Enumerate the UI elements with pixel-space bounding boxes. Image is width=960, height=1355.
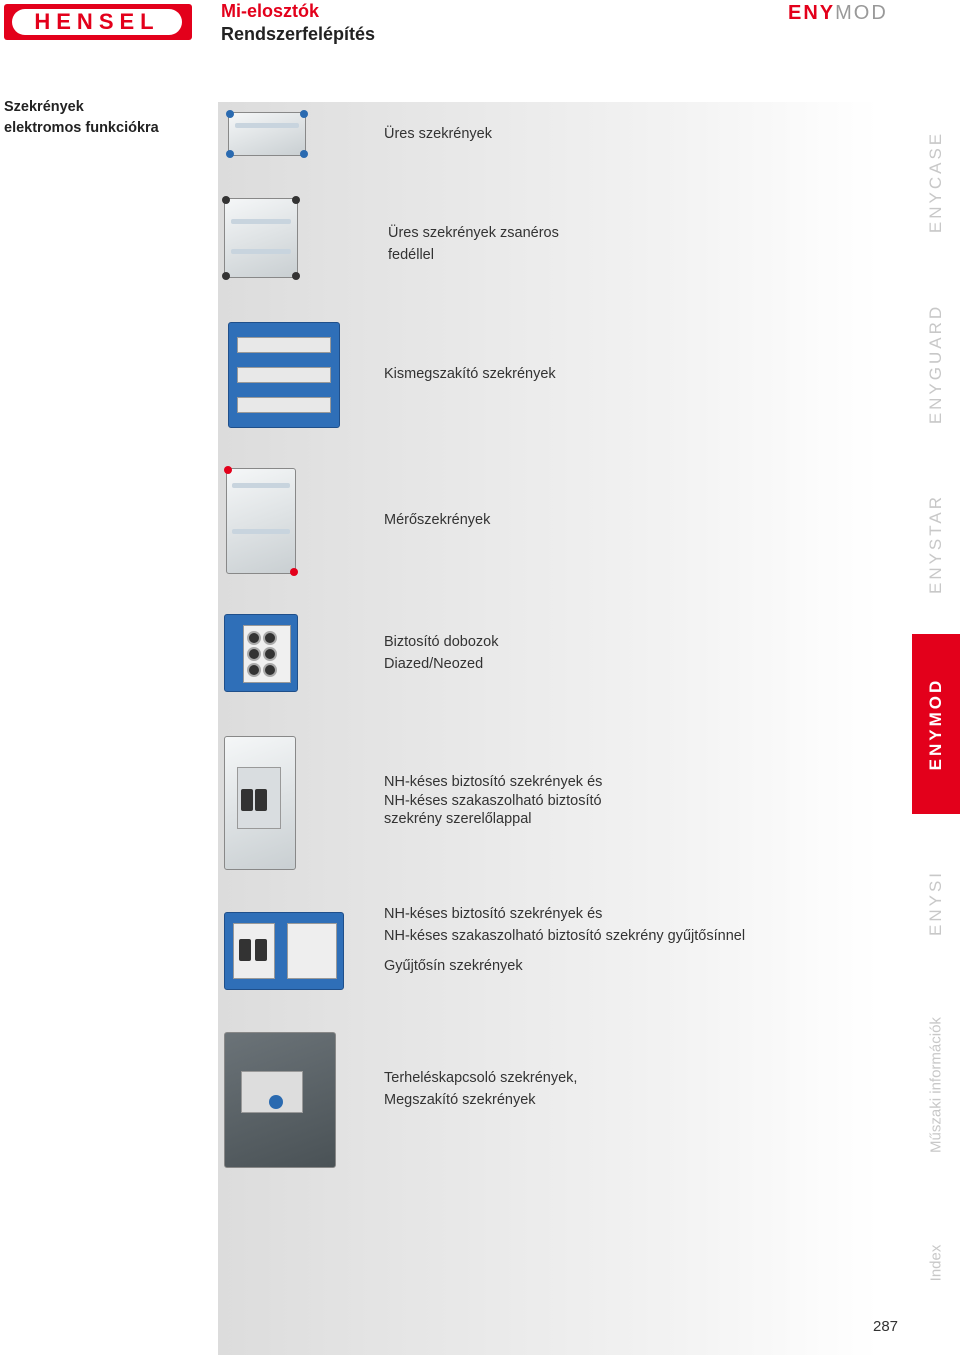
item-label-nh-busbar	[384, 903, 745, 947]
tab-enyguard[interactable]	[912, 303, 960, 425]
tab-enystar[interactable]	[912, 492, 960, 596]
tab-index[interactable]	[912, 1238, 960, 1288]
tab-label: ENYGUARD	[926, 303, 945, 425]
label-line: Biztosító dobozok	[384, 634, 499, 650]
section-title-line: elektromos funkciókra	[4, 120, 159, 136]
tab-label: ENYMOD	[926, 677, 945, 771]
item-label-hinged-enclosures	[388, 222, 559, 266]
label-line: NH-késes szakaszolható biztosító szekrény gyűjtősínnel	[384, 928, 746, 944]
label-line: NH-késes szakaszolható biztosító	[384, 792, 602, 809]
tab-enysi[interactable]	[912, 858, 960, 948]
tab-enycase[interactable]	[912, 130, 960, 234]
item-label-busbar-enclosures	[384, 955, 523, 977]
tab-label: ENYSI	[926, 869, 945, 937]
product-image-nh-fuse-enclosure-busbar	[224, 912, 344, 990]
hensel-logo	[4, 4, 192, 40]
item-label-meter-enclosures	[384, 509, 490, 531]
tab-technical-info[interactable]	[912, 1010, 960, 1160]
tab-label: ENYCASE	[926, 130, 945, 234]
product-image-mcb-enclosure	[228, 322, 340, 428]
label-line: Üres szekrények zsanéros	[388, 225, 559, 241]
label-line: Diazed/Neozed	[384, 656, 484, 672]
item-label-mcb-enclosures	[384, 363, 556, 385]
product-image-fuse-box	[224, 614, 298, 692]
product-image-empty-enclosure	[228, 112, 306, 156]
product-image-nh-fuse-enclosure-mounting-plate	[224, 736, 296, 870]
enymod-brand-logo	[788, 2, 888, 25]
label-line: fedéllel	[388, 247, 434, 263]
label-line: Mérőszekrények	[384, 512, 491, 528]
label-line: NH-késes biztosító szekrények és	[384, 906, 603, 922]
brand-part1: ENY	[788, 2, 836, 24]
product-image-meter-enclosure	[226, 468, 296, 574]
label-line: Üres szekrények	[384, 126, 492, 142]
item-label-nh-mounting-plate	[384, 773, 602, 829]
tab-label: Index	[927, 1244, 945, 1282]
item-label-load-switch-enclosures	[384, 1067, 577, 1111]
product-image-load-switch-enclosure	[224, 1032, 336, 1168]
section-title	[4, 97, 204, 139]
label-line: Megszakító szekrények	[384, 1092, 536, 1108]
tab-label: Műszaki információk	[927, 1017, 945, 1153]
label-line: Gyűjtősín szekrények	[384, 958, 523, 974]
page-title: Mi-elosztók	[221, 1, 320, 21]
label-line: szekrény szerelőlappal	[384, 811, 532, 827]
logo-text: HENSEL	[34, 9, 160, 34]
label-line: Terheléskapcsoló szekrények,	[384, 1070, 578, 1086]
page-subtitle: Rendszerfelépítés	[221, 24, 376, 44]
item-label-empty-enclosures	[384, 123, 492, 145]
item-label-fuse-boxes	[384, 631, 498, 675]
brand-part2: MOD	[835, 2, 888, 24]
label-line: Kismegszakító szekrények	[384, 366, 556, 382]
product-image-hinged-enclosure	[224, 198, 298, 278]
section-title-line: Szekrények	[4, 99, 84, 115]
tab-enymod[interactable]	[912, 634, 960, 814]
label-line: NH-késes biztosító szekrények és	[384, 774, 603, 790]
tab-label: ENYSTAR	[926, 493, 945, 595]
page-number: 287	[873, 1318, 899, 1335]
